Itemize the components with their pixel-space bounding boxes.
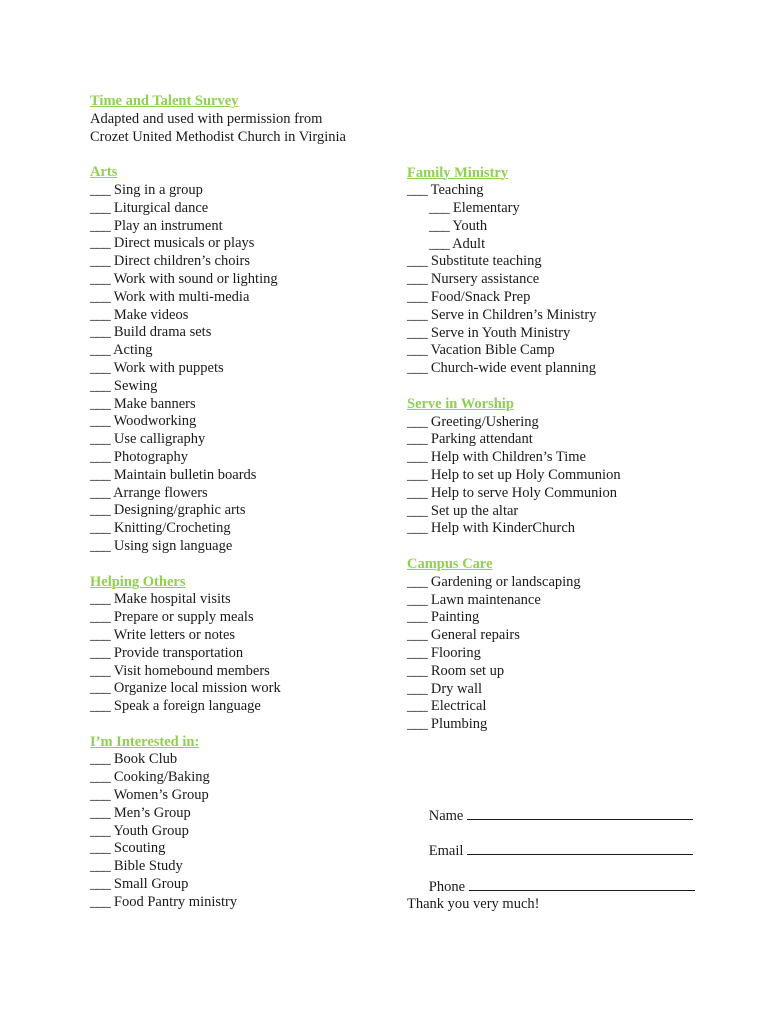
checklist-item[interactable]: [90, 413, 390, 431]
checklist-item[interactable]: [90, 485, 390, 503]
checklist-item[interactable]: [90, 591, 390, 609]
item-label: Men’s Group: [113, 804, 191, 821]
checklist-item[interactable]: [407, 681, 747, 699]
checklist-item[interactable]: [429, 200, 747, 218]
item-label: Church-wide event planning: [430, 360, 596, 377]
checklist-item[interactable]: [90, 787, 390, 805]
item-label: Provide transportation: [113, 644, 244, 661]
checkbox-blank[interactable]: ___: [90, 662, 111, 679]
checklist-item[interactable]: [90, 253, 390, 271]
item-label: Substitute teaching: [430, 253, 542, 270]
item-label: Organize local mission work: [113, 680, 281, 697]
checkbox-blank[interactable]: ___: [90, 591, 111, 608]
item-label: Bible Study: [113, 858, 183, 875]
checkbox-blank[interactable]: ___: [407, 627, 428, 644]
checkbox-blank[interactable]: ___: [90, 502, 111, 519]
teaching-sub-list: [407, 200, 747, 253]
checkbox-blank[interactable]: ___: [407, 182, 428, 199]
checkbox-blank[interactable]: ___: [90, 288, 111, 305]
checklist-item[interactable]: [90, 360, 390, 378]
item-label: Make videos: [113, 306, 189, 323]
item-label: Knitting/Crocheting: [113, 520, 231, 537]
checklist-item[interactable]: [407, 253, 747, 271]
item-label: Prepare or supply meals: [113, 609, 254, 626]
checkbox-blank[interactable]: ___: [407, 342, 428, 359]
checklist-item[interactable]: [90, 876, 390, 894]
checklist-item[interactable]: [90, 218, 390, 236]
item-label: Cooking/Baking: [113, 769, 210, 786]
checklist-item[interactable]: [407, 574, 747, 592]
checklist-item[interactable]: [90, 307, 390, 325]
checklist-item[interactable]: [90, 502, 390, 520]
left-column: [90, 93, 390, 912]
checkbox-blank[interactable]: ___: [90, 769, 111, 786]
item-label: Help with KinderChurch: [430, 520, 576, 537]
checkbox-blank[interactable]: ___: [90, 644, 111, 661]
checklist-item[interactable]: [407, 307, 747, 325]
checklist-item[interactable]: [407, 467, 747, 485]
item-label: Nursery assistance: [430, 271, 540, 288]
checkbox-blank[interactable]: ___: [90, 537, 111, 554]
serve-in-worship-list: [407, 414, 747, 539]
checkbox-blank[interactable]: ___: [90, 484, 111, 501]
checkbox-blank[interactable]: ___: [90, 822, 111, 839]
item-label: Help with Children’s Time: [430, 449, 586, 466]
checkbox-blank[interactable]: ___: [407, 467, 428, 484]
checklist-item[interactable]: [407, 342, 747, 360]
family-ministry-list: [407, 253, 747, 378]
checkbox-blank[interactable]: ___: [407, 449, 428, 466]
checklist-item[interactable]: [90, 680, 390, 698]
checklist-item[interactable]: [90, 698, 390, 716]
checklist-item[interactable]: [90, 342, 390, 360]
checkbox-blank[interactable]: ___: [90, 466, 111, 483]
checklist-item[interactable]: [407, 645, 747, 663]
item-label: Help to set up Holy Communion: [430, 467, 621, 484]
checkbox-blank[interactable]: ___: [90, 413, 111, 430]
item-label: Set up the altar: [430, 502, 519, 519]
item-label: Gardening or landscaping: [430, 573, 581, 590]
item-label: Flooring: [430, 645, 481, 662]
checklist-item[interactable]: [407, 271, 747, 289]
item-label: Play an instrument: [113, 217, 223, 234]
family-ministry-heading: Family Ministry: [407, 164, 509, 181]
item-label: Food Pantry ministry: [113, 893, 238, 910]
checklist-item[interactable]: [90, 609, 390, 627]
checkbox-blank[interactable]: ___: [407, 306, 428, 323]
checkbox-blank[interactable]: ___: [90, 431, 111, 448]
item-label: Direct children’s choirs: [113, 253, 250, 270]
checkbox-blank[interactable]: ___: [407, 413, 428, 430]
arts-list: [90, 182, 390, 556]
item-label: Use calligraphy: [113, 431, 206, 448]
checklist-item[interactable]: [90, 431, 390, 449]
checklist-item[interactable]: [90, 769, 390, 787]
item-label: Painting: [430, 609, 480, 626]
checkbox-blank[interactable]: ___: [429, 217, 450, 234]
checkbox-blank[interactable]: ___: [407, 289, 428, 306]
checklist-item[interactable]: [90, 858, 390, 876]
phone-label: Phone: [428, 878, 465, 895]
item-label: Direct musicals or plays: [113, 235, 255, 252]
item-label: Book Club: [113, 751, 178, 768]
checkbox-blank[interactable]: ___: [90, 787, 111, 804]
checklist-item[interactable]: [90, 751, 390, 769]
item-label: Women’s Group: [113, 787, 209, 804]
checkbox-blank[interactable]: ___: [407, 324, 428, 341]
checkbox-blank[interactable]: ___: [90, 680, 111, 697]
checkbox-blank[interactable]: ___: [90, 377, 111, 394]
checkbox-blank[interactable]: ___: [90, 893, 111, 910]
checklist-item[interactable]: [407, 325, 747, 343]
checklist-item[interactable]: [90, 324, 390, 342]
campus-care-heading: Campus Care: [407, 556, 493, 573]
checklist-item[interactable]: [429, 218, 747, 236]
checklist-item[interactable]: [90, 663, 390, 681]
checklist-item[interactable]: [90, 271, 390, 289]
checklist-item[interactable]: [407, 503, 747, 521]
name-field[interactable]: [467, 807, 693, 820]
checklist-item[interactable]: [90, 289, 390, 307]
name-row: [407, 789, 707, 825]
helping-others-heading: Helping Others: [90, 573, 186, 590]
checkbox-blank[interactable]: ___: [90, 342, 111, 359]
checklist-item[interactable]: [407, 698, 747, 716]
checkbox-blank[interactable]: ___: [90, 609, 111, 626]
checklist-item[interactable]: [90, 805, 390, 823]
item-label: Make banners: [113, 395, 196, 412]
item-label: General repairs: [430, 627, 520, 644]
item-label: Sewing: [113, 377, 158, 394]
right-column: [407, 165, 747, 735]
checkbox-blank[interactable]: ___: [407, 271, 428, 288]
checklist-item[interactable]: [407, 716, 747, 734]
checkbox-blank[interactable]: ___: [407, 484, 428, 501]
checklist-item[interactable]: [407, 182, 747, 200]
checklist-item[interactable]: [90, 235, 390, 253]
checkbox-blank[interactable]: ___: [90, 626, 111, 643]
checkbox-blank[interactable]: ___: [429, 235, 450, 252]
checkbox-blank[interactable]: ___: [407, 698, 428, 715]
checkbox-blank[interactable]: ___: [90, 520, 111, 537]
item-label: Speak a foreign language: [113, 698, 261, 715]
phone-field[interactable]: [469, 878, 695, 891]
serve-in-worship-heading: Serve in Worship: [407, 395, 514, 412]
checklist-item[interactable]: [90, 396, 390, 414]
item-label: Sing in a group: [113, 181, 203, 198]
interested-heading: I’m Interested in:: [90, 733, 200, 750]
checklist-item[interactable]: [407, 289, 747, 307]
checklist-item[interactable]: [407, 520, 747, 538]
item-label: Teaching: [430, 182, 484, 199]
item-label: Scouting: [113, 840, 166, 857]
checkbox-blank[interactable]: ___: [90, 181, 111, 198]
checkbox-blank[interactable]: ___: [407, 431, 428, 448]
checkbox-blank[interactable]: ___: [407, 520, 428, 537]
checklist-item[interactable]: [90, 520, 390, 538]
checklist-item[interactable]: [429, 236, 747, 254]
checkbox-blank[interactable]: ___: [90, 270, 111, 287]
arts-heading: Arts: [90, 164, 118, 181]
phone-row: [407, 860, 707, 896]
attribution-line-2: Crozet United Methodist Church in Virginia: [90, 128, 346, 145]
checkbox-blank[interactable]: ___: [90, 840, 111, 857]
item-label: Food/Snack Prep: [430, 289, 531, 306]
item-label: Write letters or notes: [113, 626, 236, 643]
item-label: Youth: [452, 217, 488, 234]
item-label: Work with sound or lighting: [113, 270, 278, 287]
checklist-item[interactable]: [90, 449, 390, 467]
checkbox-blank[interactable]: ___: [407, 360, 428, 377]
item-label: Work with multi-media: [113, 288, 250, 305]
checkbox-blank[interactable]: ___: [90, 235, 111, 252]
item-label: Help to serve Holy Communion: [430, 484, 617, 501]
item-label: Parking attendant: [430, 431, 533, 448]
item-label: Liturgical dance: [113, 199, 209, 216]
checkbox-blank[interactable]: ___: [407, 609, 428, 626]
item-label: Vacation Bible Camp: [430, 342, 555, 359]
item-label: Electrical: [430, 698, 487, 715]
item-label: Lawn maintenance: [430, 591, 541, 608]
checklist-item[interactable]: [90, 467, 390, 485]
checkbox-blank[interactable]: ___: [90, 306, 111, 323]
checklist-item[interactable]: [90, 645, 390, 663]
checkbox-blank[interactable]: ___: [90, 876, 111, 893]
item-label: Visit homebound members: [113, 662, 270, 679]
checkbox-blank[interactable]: ___: [90, 698, 111, 715]
checklist-item[interactable]: [90, 823, 390, 841]
interested-list: [90, 751, 390, 911]
checklist-item[interactable]: [90, 627, 390, 645]
item-label: Maintain bulletin boards: [113, 466, 257, 483]
contact-section: [407, 789, 707, 914]
item-label: Using sign language: [113, 537, 233, 554]
item-label: Dry wall: [430, 680, 483, 697]
checkbox-blank[interactable]: ___: [90, 359, 111, 376]
email-field[interactable]: [467, 842, 693, 855]
checkbox-blank[interactable]: ___: [90, 858, 111, 875]
item-label: Serve in Youth Ministry: [430, 324, 571, 341]
checklist-item[interactable]: [407, 609, 747, 627]
item-label: Woodworking: [113, 413, 197, 430]
checkbox-blank[interactable]: ___: [90, 751, 111, 768]
checkbox-blank[interactable]: ___: [407, 502, 428, 519]
name-label: Name: [428, 807, 464, 824]
item-label: Greeting/Ushering: [430, 413, 539, 430]
item-label: Acting: [113, 342, 153, 359]
checklist-item[interactable]: [407, 627, 747, 645]
checklist-item[interactable]: [407, 360, 747, 378]
checklist-item[interactable]: [90, 200, 390, 218]
item-label: Work with puppets: [113, 359, 224, 376]
campus-care-list: [407, 574, 747, 734]
checklist-item[interactable]: [407, 663, 747, 681]
checkbox-blank[interactable]: ___: [90, 217, 111, 234]
email-row: [407, 825, 707, 861]
checklist-item[interactable]: [407, 414, 747, 432]
checkbox-blank[interactable]: ___: [90, 395, 111, 412]
email-label: Email: [428, 843, 464, 860]
checkbox-blank[interactable]: ___: [407, 680, 428, 697]
checklist-item[interactable]: [90, 378, 390, 396]
item-label: Arrange flowers: [113, 484, 208, 501]
checklist-item[interactable]: [90, 538, 390, 556]
checklist-item[interactable]: [407, 449, 747, 467]
checkbox-blank[interactable]: ___: [90, 804, 111, 821]
checkbox-blank[interactable]: ___: [407, 573, 428, 590]
checklist-item[interactable]: [407, 431, 747, 449]
checkbox-blank[interactable]: ___: [429, 200, 450, 217]
item-label: Elementary: [452, 200, 520, 217]
checkbox-blank[interactable]: ___: [407, 591, 428, 608]
item-label: Build drama sets: [113, 324, 212, 341]
item-label: Room set up: [430, 662, 505, 679]
checklist-item[interactable]: [90, 182, 390, 200]
checklist-item[interactable]: [90, 894, 390, 912]
checkbox-blank[interactable]: ___: [90, 324, 111, 341]
attribution-line-1: Adapted and used with permission from: [90, 110, 323, 127]
checklist-item[interactable]: [407, 592, 747, 610]
checkbox-blank[interactable]: ___: [407, 645, 428, 662]
item-label: Small Group: [113, 876, 189, 893]
item-label: Plumbing: [430, 716, 488, 733]
checkbox-blank[interactable]: ___: [90, 448, 111, 465]
checkbox-blank[interactable]: ___: [407, 662, 428, 679]
checklist-item[interactable]: [407, 485, 747, 503]
item-label: Youth Group: [113, 822, 189, 839]
survey-title: Time and Talent Survey: [90, 93, 239, 109]
helping-others-list: [90, 591, 390, 716]
item-label: Designing/graphic arts: [113, 502, 246, 519]
checkbox-blank[interactable]: ___: [90, 253, 111, 270]
item-label: Make hospital visits: [113, 591, 231, 608]
item-label: Adult: [452, 235, 486, 252]
thank-you-note: Thank you very much!: [407, 895, 540, 912]
item-label: Photography: [113, 448, 188, 465]
checkbox-blank[interactable]: ___: [407, 253, 428, 270]
checkbox-blank[interactable]: ___: [90, 199, 111, 216]
checklist-item[interactable]: [90, 840, 390, 858]
checkbox-blank[interactable]: ___: [407, 716, 428, 733]
item-label: Serve in Children’s Ministry: [430, 306, 597, 323]
